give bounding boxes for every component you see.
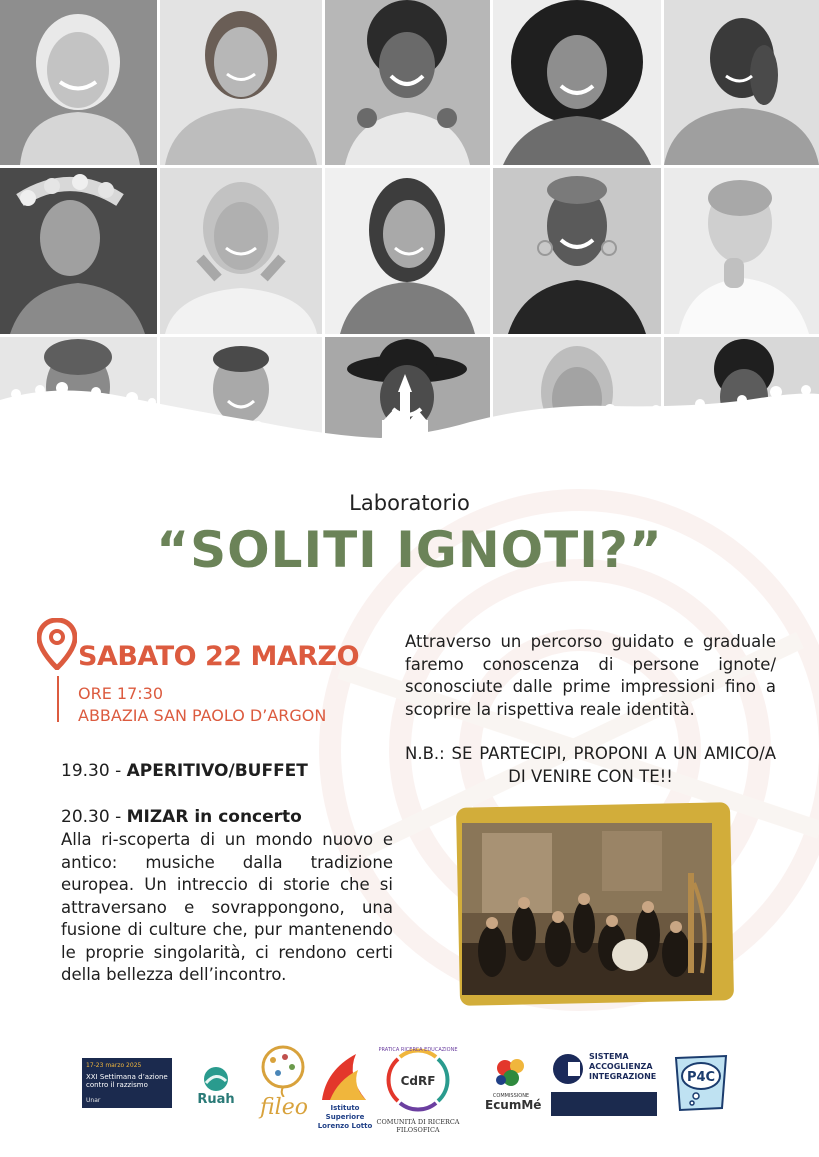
- p4c-label: P4C: [686, 1070, 716, 1085]
- aperitivo-line: [61, 761, 308, 781]
- aperitivo-time: 19.30 -: [61, 761, 127, 781]
- portrait-photo: [160, 168, 322, 334]
- logo-settimana-title: XXI Settimana d’azione contro il razzismo: [86, 1073, 168, 1089]
- logo-sai-name: SISTEMA ACCOGLIENZA INTEGRAZIONE: [589, 1052, 657, 1081]
- concert-time: 20.30 -: [61, 807, 127, 827]
- portrait-photo: [160, 0, 322, 165]
- logo-ecumme-name: EcumMé: [485, 1098, 542, 1112]
- logo-settimana-unar: Unar: [86, 1097, 101, 1104]
- portrait-photo: [664, 0, 819, 165]
- event-place: ABBAZIA SAN PAOLO D’ARGON: [78, 706, 327, 725]
- intro-text: Attraverso un percorso guidato e graduale faremo conoscenza di persone ignote/ sconosciute dalle prime impressioni fino a scoprire la rispettiva reale identità.: [405, 632, 776, 719]
- fileo-balloon-icon: [258, 1045, 308, 1097]
- concert-label: MIZAR in concerto: [126, 807, 302, 827]
- logo-fileo: [258, 1045, 308, 1133]
- logo-lotto-name: Istituto Superiore Lorenzo Lotto: [317, 1104, 373, 1130]
- ecumme-dots-icon: [485, 1056, 537, 1092]
- note-text: N.B.: SE PARTECIPI, PROPONI A UN AMICO/A DI VENIRE CON TE!!: [405, 744, 776, 786]
- logo-istituto-lotto: [316, 1050, 372, 1130]
- event-date: SABATO 22 MARZO: [78, 641, 360, 672]
- cdrf-ring-icon: [376, 1043, 460, 1117]
- subtitle: Laboratorio: [349, 491, 470, 515]
- logo-settimana-dates: 17-23 marzo 2025: [86, 1062, 142, 1069]
- portrait-photo: [493, 0, 661, 165]
- page-title: “SOLITI IGNOTI?”: [156, 521, 663, 579]
- logo-fileo-name: fileo: [260, 1095, 308, 1120]
- aperitivo-label: APERITIVO/BUFFET: [126, 761, 308, 781]
- portrait-photo: [325, 168, 490, 334]
- logo-ecumme: [485, 1056, 542, 1128]
- event-time: ORE 17:30: [78, 684, 164, 703]
- ruah-mark-icon: [192, 1065, 240, 1093]
- portrait-photo: [493, 168, 661, 334]
- location-pin-icon: [37, 618, 77, 670]
- logo-ruah-name: Ruah: [197, 1092, 235, 1107]
- logo-settimana-razzismo: [82, 1058, 172, 1108]
- p4c-cloud-icon: [672, 1052, 730, 1118]
- logo-ecumme-small: COMMISSIONE: [492, 1093, 530, 1099]
- portrait-photo: [325, 0, 490, 165]
- logo-cdrf-name: COMUNITÀ DI RICERCA FILOSOFICA: [376, 1118, 460, 1134]
- lotto-flame-icon: [316, 1050, 372, 1102]
- portrait-photo: [0, 0, 157, 165]
- concert-line: [61, 807, 302, 827]
- logo-p4c: [672, 1052, 730, 1118]
- sponsor-logos: [0, 1040, 819, 1150]
- divider: [57, 676, 59, 722]
- logo-sai: [551, 1052, 657, 1116]
- logo-cdrf: [376, 1043, 460, 1139]
- logo-ruah: [192, 1065, 240, 1109]
- cdrf-short: CdRF: [400, 1074, 436, 1088]
- portrait-photo: [664, 168, 819, 334]
- concert-description: Alla ri-scoperta di un mondo nuovo e antico: musiche dalla tradizione europea. Un intreccio di storie che si attraversano e sovrappongono, una fusione di culture che, pur mantenendo le proprie singolarità, ci rendono certi della bellezza dell’incontro.: [61, 830, 393, 984]
- logo-sai-bar: [551, 1092, 657, 1116]
- landscape-wave: [0, 360, 819, 480]
- portrait-photo: [0, 168, 157, 334]
- sai-mark-icon: [551, 1052, 585, 1086]
- band-photo: [462, 823, 712, 995]
- cdrf-ring-text: PRATICA RICERCA EDUCAZIONE: [378, 1047, 458, 1053]
